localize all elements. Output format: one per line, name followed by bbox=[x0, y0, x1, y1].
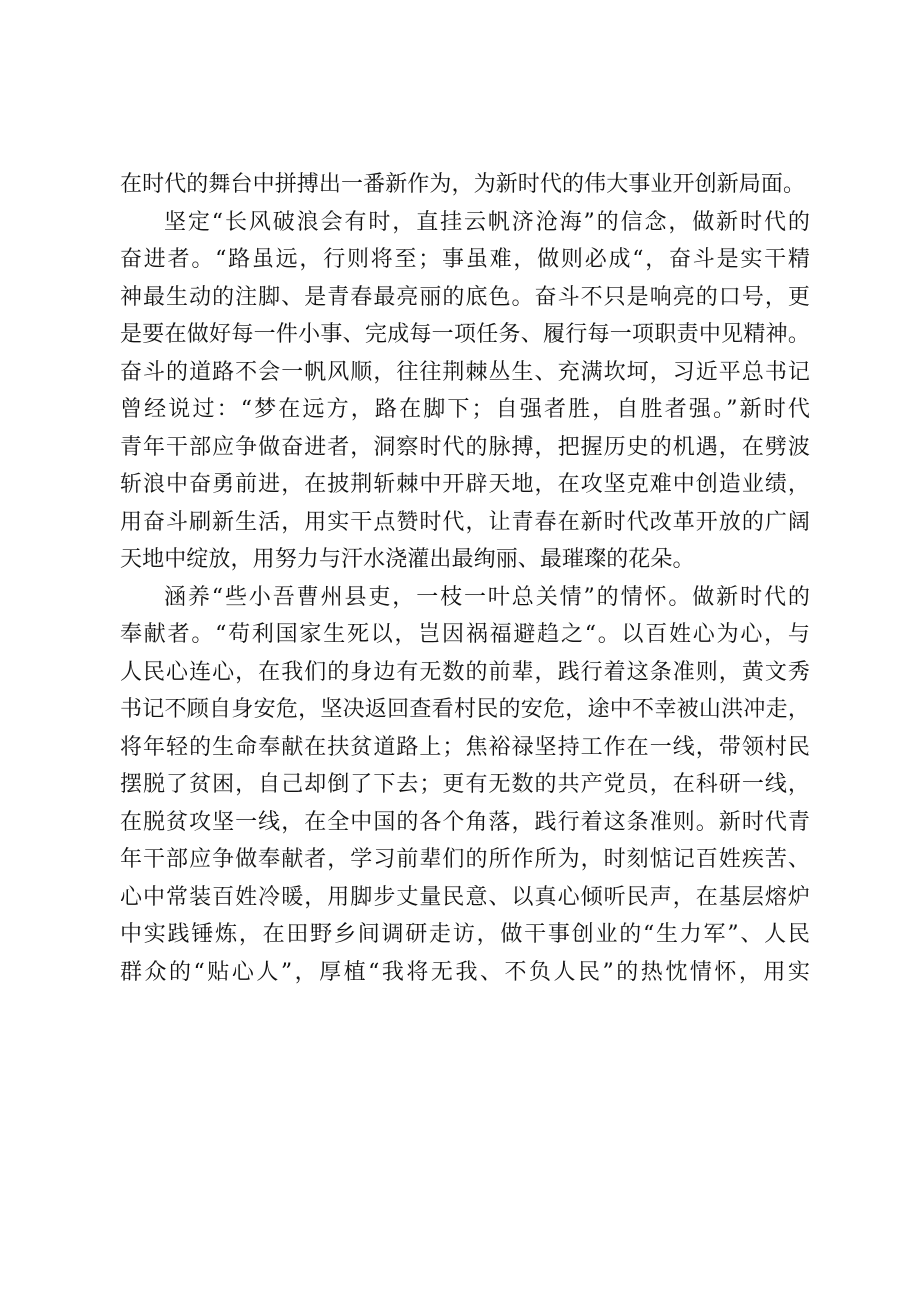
text-line: 奋斗的道路不会一帆风顺，往往荆棘丛生、充满坎坷，习近平总书记 bbox=[120, 359, 810, 385]
text-line: 书记不顾自身安危，坚决返回查看村民的安危，途中不幸被山洪冲走， bbox=[120, 697, 810, 722]
document-body bbox=[120, 166, 810, 991]
text-line: 曾经说过：“梦在远方，路在脚下；自强者胜，自胜者强。”新时代 bbox=[120, 397, 810, 422]
text-line: 心中常装百姓冷暖，用脚步丈量民意、以真心倾听民声，在基层熔炉 bbox=[120, 884, 810, 910]
text-line: 群众的“贴心人”，厚植“我将无我、不负人民”的热忱情怀，用实 bbox=[120, 959, 810, 985]
paragraph-1 bbox=[120, 166, 810, 204]
text-line: 青年干部应争做奋进者，洞察时代的脉搏，把握历史的机遇，在劈波 bbox=[120, 434, 810, 460]
paragraph-2 bbox=[120, 204, 810, 579]
text-line: 神最生动的注脚、是青春最亮丽的底色。奋斗不只是响亮的口号，更 bbox=[120, 284, 810, 310]
text-line: 将年轻的生命奉献在扶贫道路上；焦裕禄坚持工作在一线，带领村民 bbox=[120, 734, 810, 760]
text-line: 斩浪中奋勇前进，在披荆斩棘中开辟天地，在攻坚克难中创造业绩， bbox=[120, 472, 810, 497]
text-line: 涵养“些小吾曹州县吏，一枝一叶总关情”的情怀。做新时代的 bbox=[164, 584, 810, 610]
text-line: 是要在做好每一件小事、完成每一项任务、履行每一项职责中见精神。 bbox=[120, 322, 810, 347]
text-line: 坚定“长风破浪会有时，直挂云帆济沧海”的信念，做新时代的 bbox=[164, 209, 810, 235]
text-line: 奉献者。“苟利国家生死以，岂因祸福避趋之“。以百姓心为心，与 bbox=[120, 622, 810, 647]
text-line: 中实践锤炼，在田野乡间调研走访，做干事创业的“生力军”、人民 bbox=[120, 922, 810, 947]
text-line: 在脱贫攻坚一线，在全中国的各个角落，践行着这条准则。新时代青 bbox=[120, 809, 810, 835]
text-line: 摆脱了贫困，自己却倒了下去；更有无数的共产党员，在科研一线， bbox=[120, 772, 810, 797]
text-line: 用奋斗刷新生活，用实干点赞时代，让青春在新时代改革开放的广阔 bbox=[120, 509, 810, 535]
text-line: 奋进者。“路虽远，行则将至；事虽难，做则必成“，奋斗是实干精 bbox=[120, 247, 810, 272]
text-line: 人民心连心，在我们的身边有无数的前辈，践行着这条准则，黄文秀 bbox=[120, 659, 810, 685]
text-line: 年干部应争做奉献者，学习前辈们的所作所为，时刻惦记百姓疾苦、 bbox=[120, 847, 810, 872]
text-line: 天地中绽放，用努力与汗水浇灌出最绚丽、最璀璨的花朵。 bbox=[120, 547, 695, 572]
paragraph-3 bbox=[120, 579, 810, 992]
text-line: 在时代的舞台中拼搏出一番新作为，为新时代的伟大事业开创新局面。 bbox=[120, 172, 806, 197]
